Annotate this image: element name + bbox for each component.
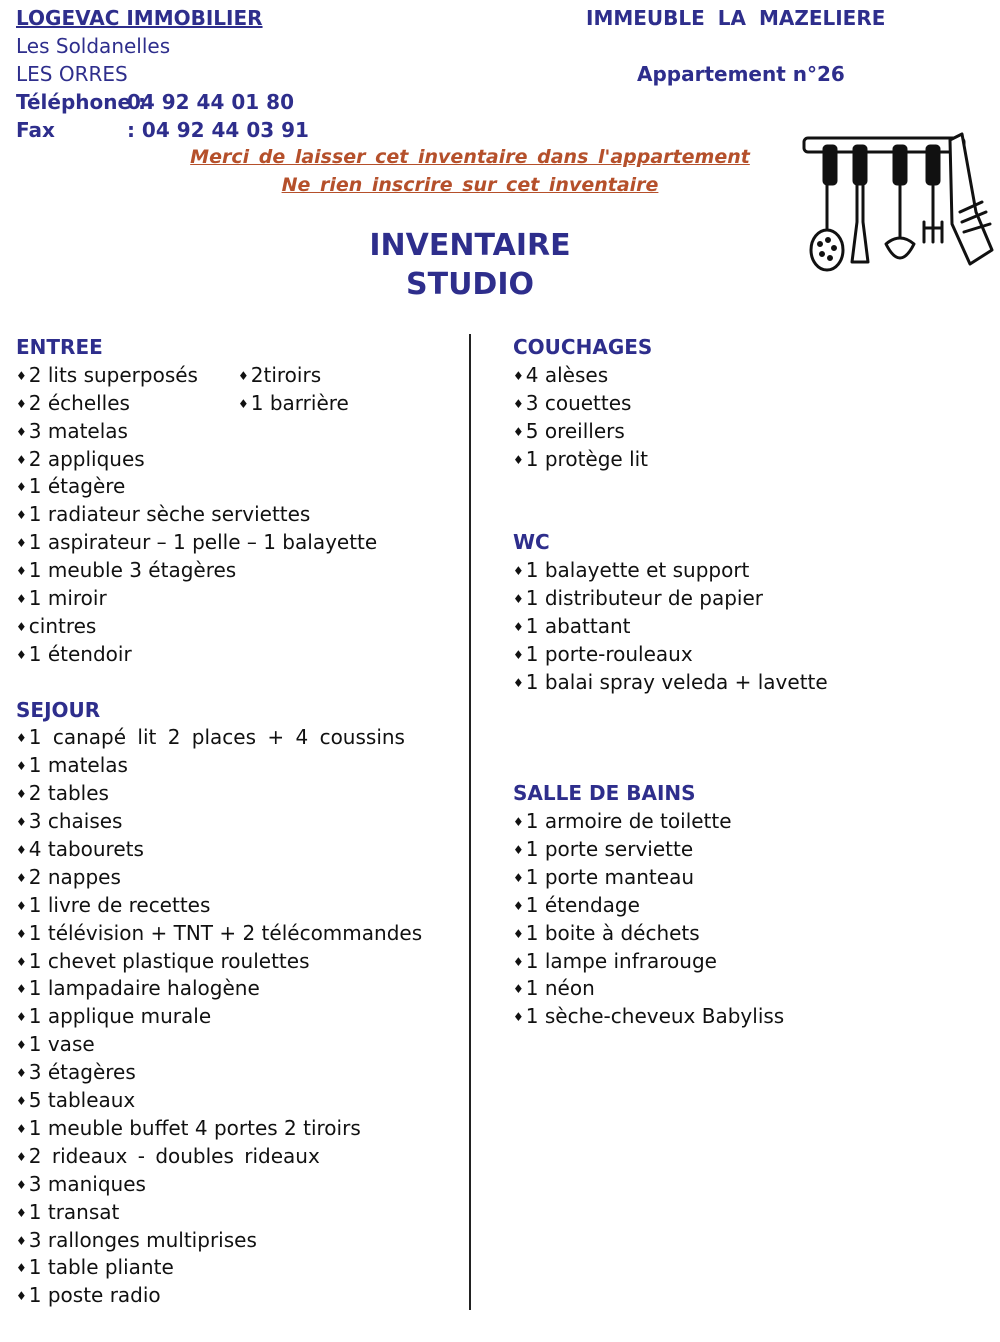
list-item: ♦ 1 télévision + TNT + 2 télécommandes <box>16 920 422 948</box>
list-item: ♦ 1 lampe infrarouge <box>513 948 828 976</box>
list-item: ♦ 1 radiateur sèche serviettes <box>16 501 422 529</box>
list-item: ♦ 2 lits superposés <box>16 362 238 390</box>
list-item: ♦ 1 étendage <box>513 892 828 920</box>
address-line-1: Les Soldanelles <box>16 34 171 58</box>
list-item: ♦ 1 lampadaire halogène <box>16 975 422 1003</box>
section-heading-couchages: COUCHAGES <box>513 335 653 359</box>
list-item: ♦ 1 chevet plastique roulettes <box>16 948 422 976</box>
right-column <box>513 334 828 1031</box>
section-heading-wc: WC <box>513 530 550 555</box>
address-line-2: LES ORRES <box>16 62 128 86</box>
fax-value: : 04 92 44 03 91 <box>126 118 309 142</box>
list-item: ♦ 1 barrière <box>238 390 349 418</box>
list-item: ♦ 1 armoire de toilette <box>513 808 828 836</box>
list-item: ♦ 1 aspirateur – 1 pelle – 1 balayette <box>16 529 422 557</box>
list-item: ♦ 5 tableaux <box>16 1087 422 1115</box>
phone-value: 04 92 44 01 80 <box>126 90 294 114</box>
building-name: IMMEUBLE LA MAZELIERE <box>586 6 886 30</box>
list-item: ♦ 2 nappes <box>16 864 422 892</box>
list-item: ♦ 1 meuble 3 étagères <box>16 557 422 585</box>
list-item: ♦ 1 étendoir <box>16 641 422 669</box>
list-item: ♦ 2 rideaux - doubles rideaux <box>16 1143 422 1171</box>
list-item: ♦ 1 porte manteau <box>513 864 828 892</box>
list-item: ♦ 1 boite à déchets <box>513 920 828 948</box>
fax-label: Fax <box>16 118 55 142</box>
list-item: ♦ 3 matelas <box>16 418 422 446</box>
list-item: ♦ cintres <box>16 613 422 641</box>
section-heading-salle-de-bains: SALLE DE BAINS <box>513 781 696 806</box>
list-item: ♦ 1 abattant <box>513 613 828 641</box>
list-item: ♦ 1 protège lit <box>513 446 828 474</box>
fax-row <box>16 118 309 142</box>
list-item: ♦ 1 étagère <box>16 473 422 501</box>
section-heading-sejour: SEJOUR <box>16 697 101 722</box>
list-item: ♦ 4 alèses <box>513 362 828 390</box>
list-item <box>16 362 422 390</box>
list-item <box>16 390 422 418</box>
list-item: ♦ 3 maniques <box>16 1171 422 1199</box>
list-item: ♦ 1 néon <box>513 975 828 1003</box>
list-item: ♦ 1 matelas <box>16 752 422 780</box>
notice-line-1: Merci de laisser cet inventaire dans l'appartement <box>190 146 750 168</box>
list-item: ♦ 2 appliques <box>16 446 422 474</box>
left-column <box>16 334 422 1310</box>
page-subtitle: STUDIO <box>406 267 534 302</box>
list-item: ♦ 1 sèche-cheveux Babyliss <box>513 1003 828 1031</box>
list-item: ♦ 1 miroir <box>16 585 422 613</box>
page-title: INVENTAIRE <box>369 228 571 263</box>
list-item: ♦ 1 balayette et support <box>513 557 828 585</box>
list-item: ♦ 3 couettes <box>513 390 828 418</box>
list-item: ♦ 1 porte-rouleaux <box>513 641 828 669</box>
list-item: ♦ 1 canapé lit 2 places + 4 coussins <box>16 724 422 752</box>
list-item: ♦ 1 vase <box>16 1031 422 1059</box>
column-divider <box>469 334 471 1310</box>
list-item: ♦ 1 poste radio <box>16 1282 422 1310</box>
phone-row <box>16 90 294 114</box>
company-name: LOGEVAC IMMOBILIER <box>16 6 263 30</box>
notice-line-2: Ne rien inscrire sur cet inventaire <box>281 174 659 196</box>
phone-label: Téléphone : <box>16 90 147 114</box>
list-item: ♦ 1 livre de recettes <box>16 892 422 920</box>
list-item: ♦ 3 étagères <box>16 1059 422 1087</box>
list-item: ♦ 1 porte serviette <box>513 836 828 864</box>
list-item: ♦ 1 meuble buffet 4 portes 2 tiroirs <box>16 1115 422 1143</box>
list-item: ♦ 1 balai spray veleda + lavette <box>513 669 828 697</box>
list-item: ♦ 2 tables <box>16 780 422 808</box>
list-item: ♦ 5 oreillers <box>513 418 828 446</box>
list-item: ♦ 3 rallonges multiprises <box>16 1227 422 1255</box>
list-item: ♦ 1 table pliante <box>16 1254 422 1282</box>
list-item: ♦ 1 distributeur de papier <box>513 585 828 613</box>
list-item: ♦ 1 applique murale <box>16 1003 422 1031</box>
list-item: ♦ 4 tabourets <box>16 836 422 864</box>
list-item: ♦ 2tiroirs <box>238 362 321 390</box>
apartment-number: Appartement n°26 <box>637 62 845 86</box>
section-heading-entree: ENTREE <box>16 335 103 359</box>
list-item: ♦ 2 échelles <box>16 390 238 418</box>
list-item: ♦ 3 chaises <box>16 808 422 836</box>
list-item: ♦ 1 transat <box>16 1199 422 1227</box>
